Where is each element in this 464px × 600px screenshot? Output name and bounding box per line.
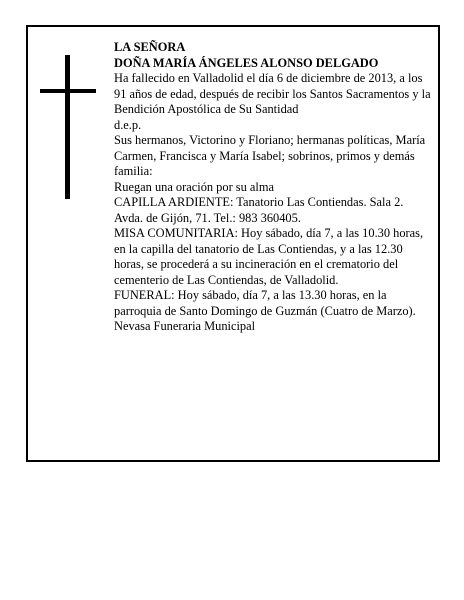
prayer-request: Ruegan una oración por su alma — [114, 179, 274, 194]
obituary-notice — [26, 25, 440, 462]
deceased-name: DOÑA MARÍA ÁNGELES ALONSO DELGADO — [114, 55, 379, 70]
funeral-home: Nevasa Funeraria Municipal — [114, 319, 256, 333]
cross-horizontal-bar — [40, 89, 96, 93]
notice-text — [114, 40, 432, 335]
death-announcement: Ha fallecido en Valladolid el día 6 de diciembre de 2013, a los 91 años de edad, después de recibir los Santos Sacramentos y la Bendición Apostólica de Su Santidad — [114, 71, 431, 116]
notice-title: LA SEÑORA — [114, 40, 186, 54]
mass-info: MISA COMUNITARIA: Hoy sábado, día 7, a las 10.30 horas, en la capilla del tanatorio de Las Contiendas, y a las 12.30 horas, se procederá a su incineración en el crematorio del cementerio de Las Contiendas, de Valladolid. — [114, 226, 424, 287]
funeral-info: FUNERAL: Hoy sábado, día 7, a las 13.30 horas, en la parroquia de Santo Domingo de Guzmán (Cuatro de Marzo). — [114, 288, 416, 318]
family-members: Sus hermanos, Victorino y Floriano; hermanas políticas, María Carmen, Francisca y María Isabel; sobrinos, primos y demás familia: — [114, 133, 426, 178]
latin-cross-icon — [40, 55, 96, 199]
rest-in-peace: d.e.p. — [114, 117, 142, 132]
chapel-info: CAPILLA ARDIENTE: Tanatorio Las Contiendas. Sala 2. Avda. de Gijón, 71. Tel.: 983 360405. — [114, 195, 404, 225]
cross-vertical-bar — [65, 55, 70, 199]
